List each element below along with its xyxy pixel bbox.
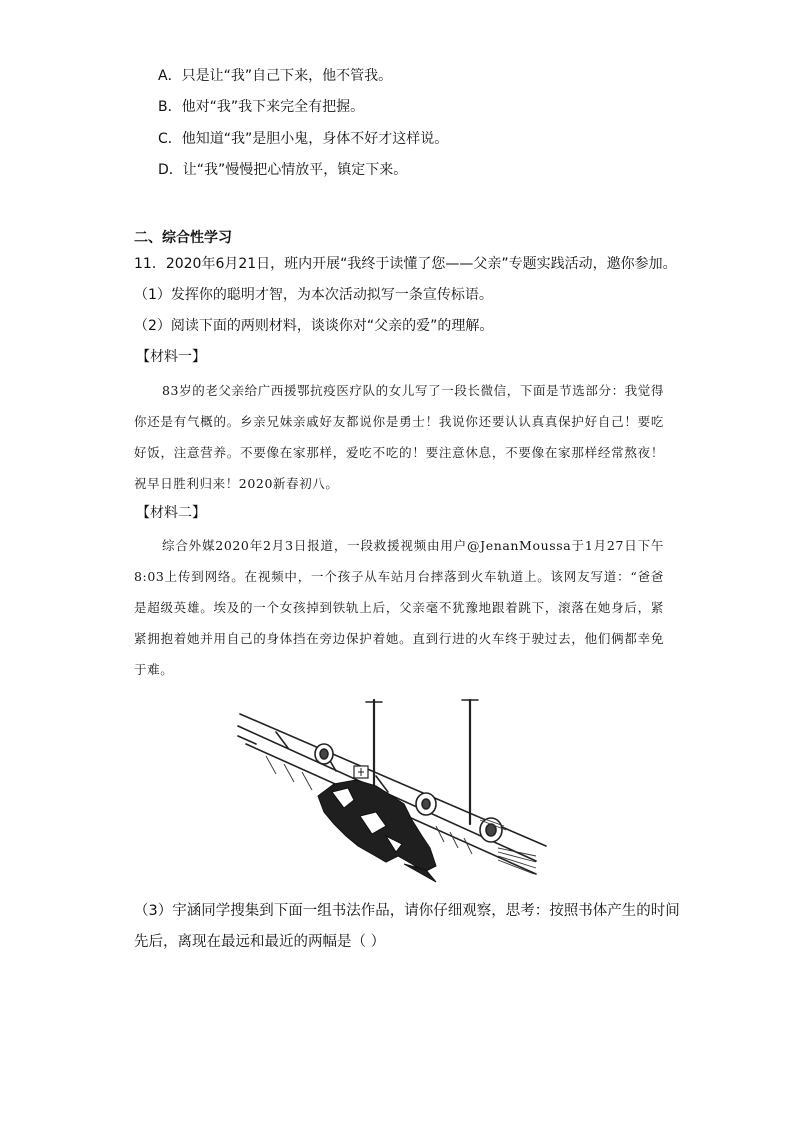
question-11-part-3-line-1: （3）宇涵同学搜集到下面一组书法作品，请你仔细观察，思考：按照书体产生的时间 bbox=[134, 903, 680, 919]
option-a: A．只是让“我”自己下来，他不管我。 bbox=[158, 68, 393, 84]
material-2-label: 【材料二】 bbox=[136, 505, 206, 521]
material-1-label: 【材料一】 bbox=[136, 349, 206, 365]
train-track-rescue-illustration bbox=[236, 696, 548, 884]
question-11-part-3-line-2: 先后，离现在最远和最近的两幅是（ ） bbox=[134, 934, 386, 950]
question-11-part-1: （1）发挥你的聪明才智，为本次活动拟写一条宣传标语。 bbox=[134, 287, 493, 303]
question-11-stem: 11．2020年6月21日，班内开展“我终于读懂了您——父亲”专题实践活动，邀你参加。 bbox=[134, 256, 677, 272]
option-b: B．他对“我”我下来完全有把握。 bbox=[158, 99, 365, 115]
father-and-child-figure bbox=[318, 780, 436, 882]
material-1-text: 83岁的老父亲给广西援鄂抗疫医疗队的女儿写了一段长微信，下面是节选部分：我觉得你还是有气概的。乡亲兄妹亲戚好友都说你是勇士！我说你还要认认真真保护好自己！要吃好饭，注意营养。不要像在家那样，爱吃不吃的！要注意休息，不要像在家那样经常熬夜！祝早日胜利归来！2020新春初八。 bbox=[134, 383, 664, 491]
option-d: D．让“我”慢慢把心情放平，镇定下来。 bbox=[158, 162, 408, 178]
question-11-part-2: （2）阅读下面的两则材料，谈谈你对“父亲的爱”的理解。 bbox=[134, 318, 494, 334]
material-2-text: 综合外媒2020年2月3日报道，一段救援视频由用户@JenanMoussa于1月27日下午8:03上传到网络。在视频中，一个孩子从车站月台摔落到火车轨道上。该网友写道：“爸爸是超级英雄。埃及的一个女孩掉到铁轨上后，父亲毫不犹豫地跟着跳下，滚落在她身后，紧紧拥抱着她并用自己的身体挡在旁边保护着她。直到行进的火车终于驶过去，他们俩都幸免于难。 bbox=[134, 538, 664, 677]
section-title: 二、综合性学习 bbox=[134, 230, 232, 246]
option-c: C．他知道“我”是胆小鬼，身体不好才这样说。 bbox=[158, 131, 449, 147]
